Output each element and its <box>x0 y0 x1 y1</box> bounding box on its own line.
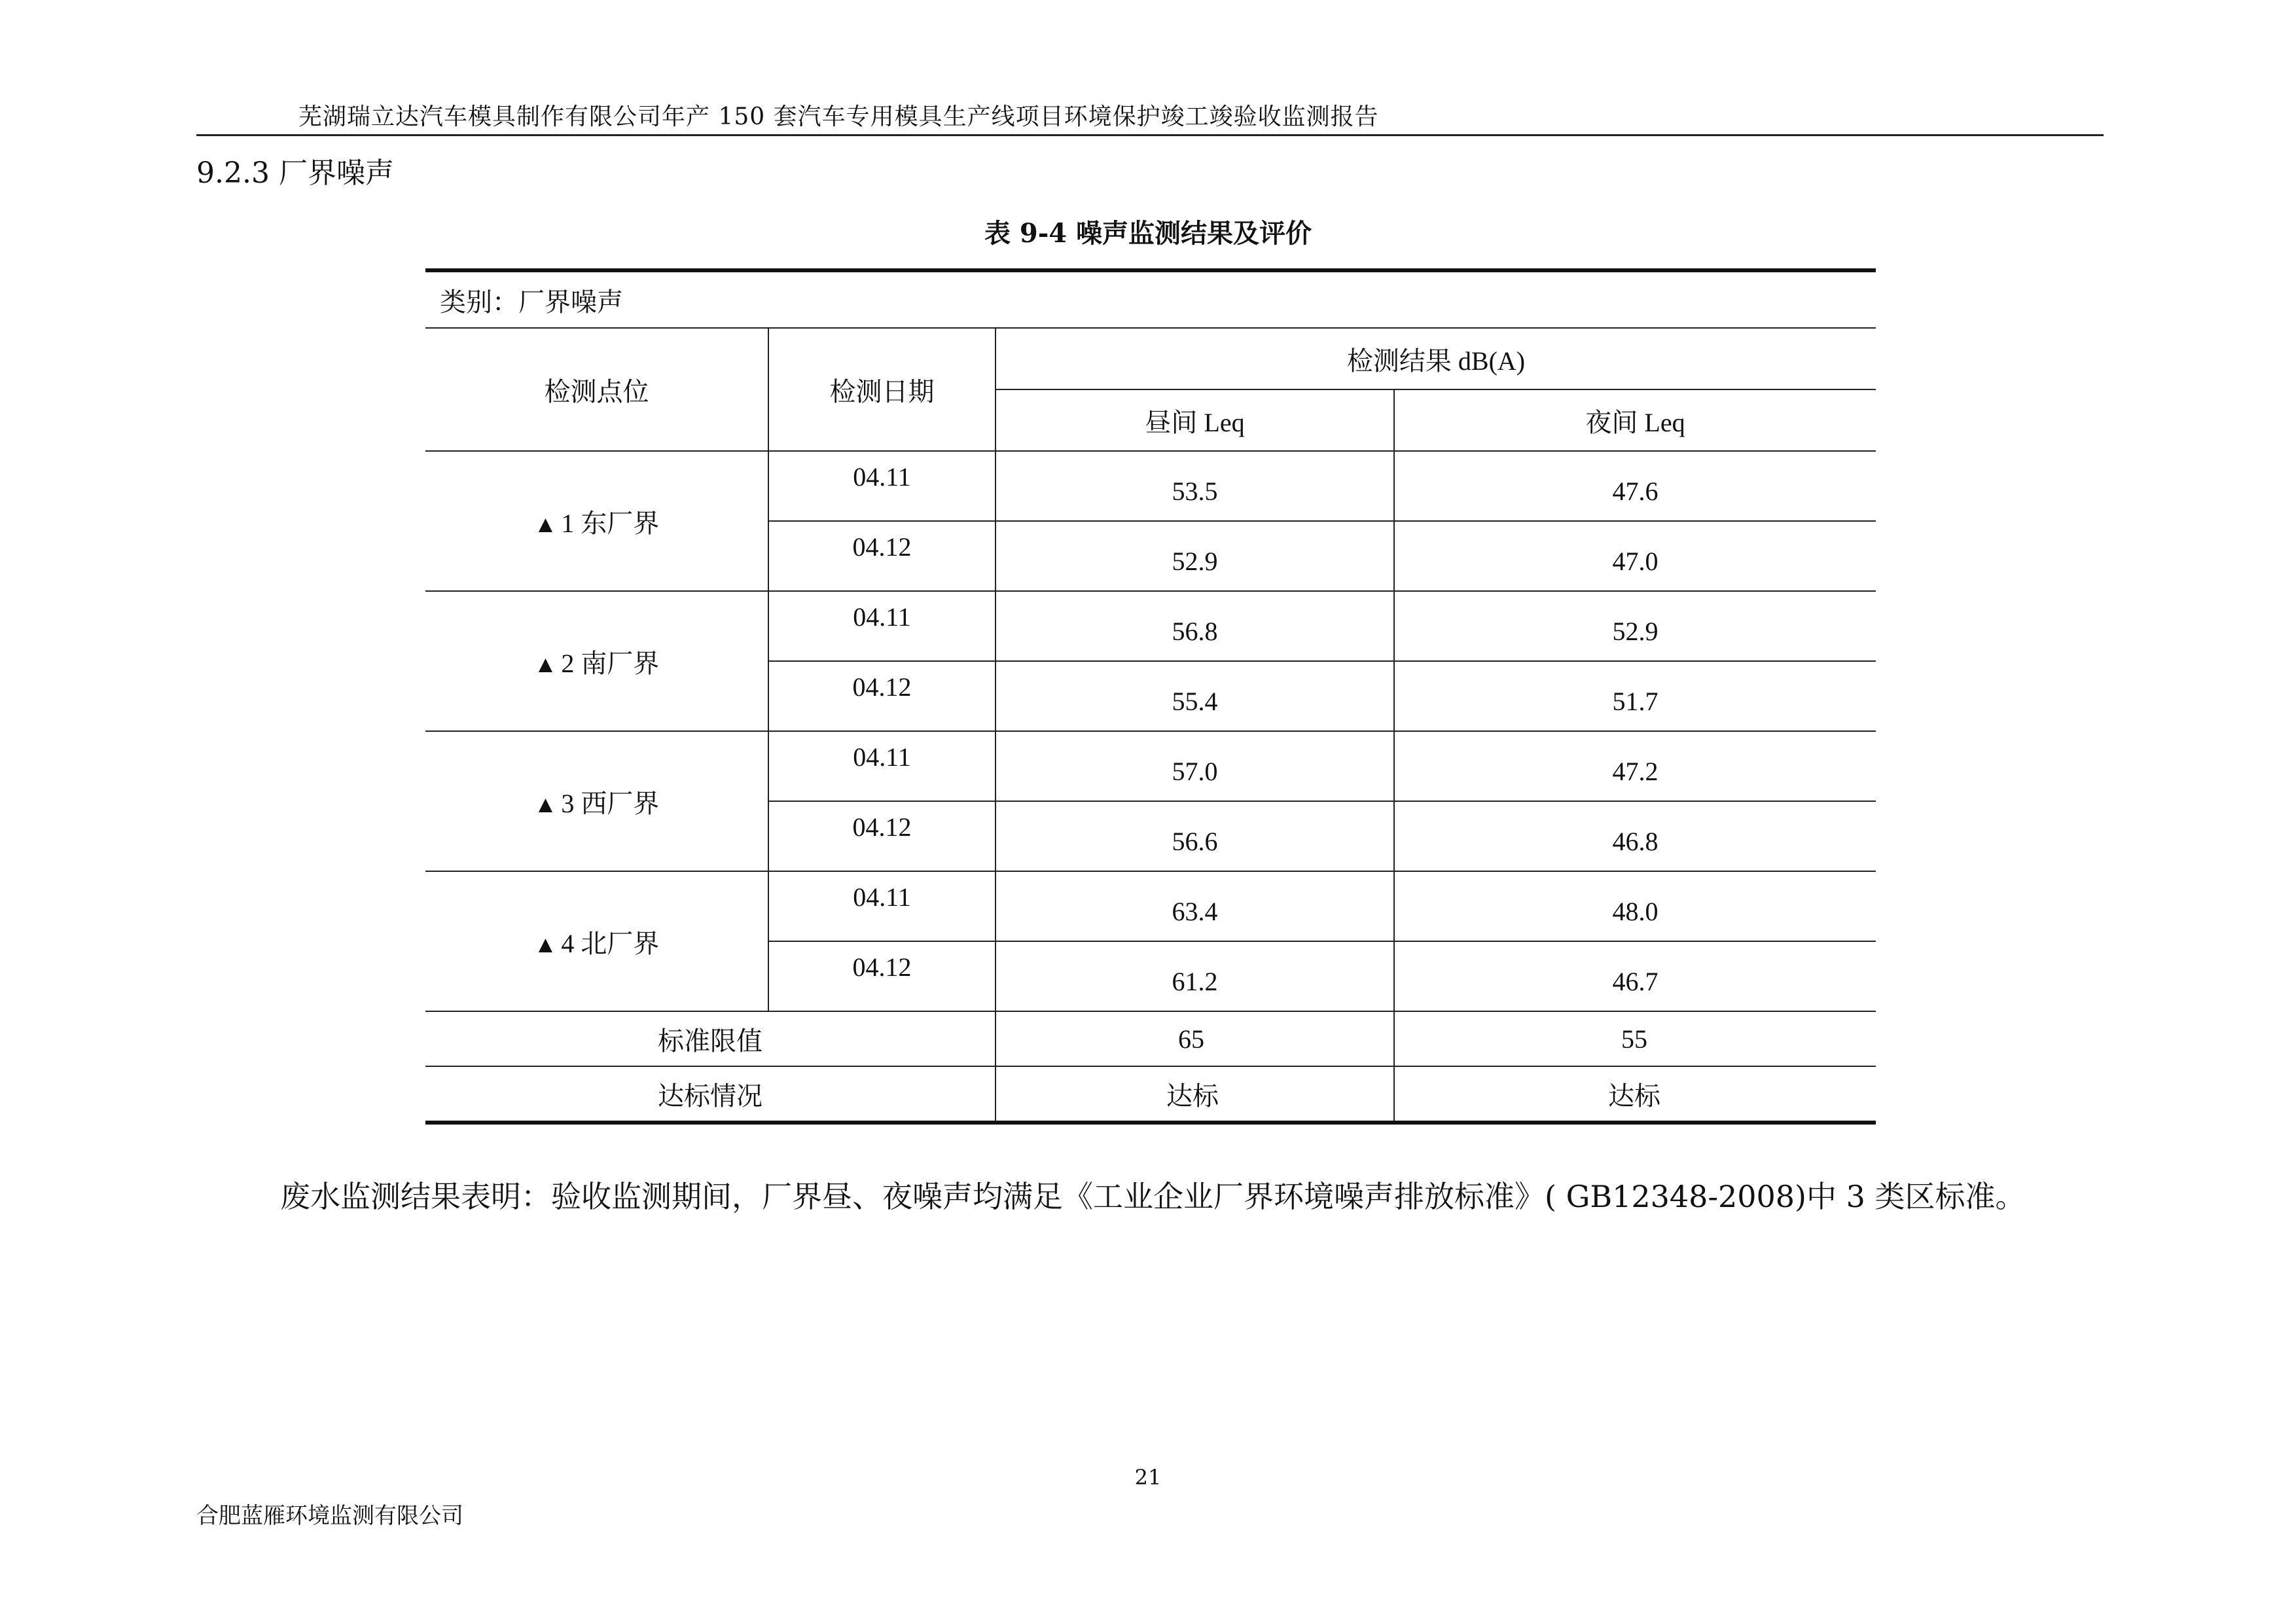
table-row <box>425 591 1876 661</box>
standard-day: 65 <box>996 1011 1394 1066</box>
section-heading: 9.2.3 厂界噪声 <box>196 156 394 190</box>
table-row <box>425 871 1876 941</box>
triangle-marker-icon: ▲ <box>533 931 558 958</box>
night-value: 47.0 <box>1612 547 1659 576</box>
header-day-leq: 昼间 Leq <box>996 389 1394 451</box>
point-label: ▲ 1 东厂界 <box>425 451 768 591</box>
night-value: 51.7 <box>1612 687 1659 716</box>
standard-night: 55 <box>1394 1011 1876 1066</box>
table-category: 类别：厂界噪声 <box>425 270 1876 328</box>
compliance-night: 达标 <box>1394 1066 1876 1123</box>
header-divider <box>196 134 2104 136</box>
night-value: 46.8 <box>1612 827 1659 856</box>
night-value: 47.2 <box>1612 757 1659 786</box>
standard-label: 标准限值 <box>425 1011 996 1066</box>
noise-results-table <box>425 268 1876 1125</box>
night-value: 52.9 <box>1612 617 1659 646</box>
day-value: 53.5 <box>1172 477 1218 506</box>
date-cell: 04.11 <box>853 602 911 632</box>
triangle-marker-icon: ▲ <box>533 651 558 677</box>
header-result: 检测结果 dB(A) <box>996 328 1876 389</box>
compliance-label: 达标情况 <box>425 1066 996 1123</box>
date-cell: 04.11 <box>853 462 911 492</box>
page-number: 21 <box>1134 1465 1162 1490</box>
night-value: 46.7 <box>1612 967 1659 996</box>
table-row <box>425 731 1876 801</box>
date-cell: 04.12 <box>852 952 912 982</box>
date-cell: 04.12 <box>852 672 912 702</box>
table-caption: 表 9-4 噪声监测结果及评价 <box>984 218 1312 249</box>
point-label: ▲ 2 南厂界 <box>425 591 768 731</box>
day-value: 56.8 <box>1172 617 1218 646</box>
day-value: 63.4 <box>1172 897 1218 926</box>
triangle-marker-icon: ▲ <box>533 791 558 818</box>
date-cell: 04.11 <box>853 882 911 912</box>
compliance-row <box>425 1066 1876 1123</box>
day-value: 61.2 <box>1172 967 1218 996</box>
night-value: 48.0 <box>1612 897 1659 926</box>
compliance-day: 达标 <box>996 1066 1394 1123</box>
header-point: 检测点位 <box>425 328 768 451</box>
day-value: 56.6 <box>1172 827 1218 856</box>
day-value: 57.0 <box>1172 757 1218 786</box>
date-cell: 04.12 <box>852 532 912 562</box>
point-label: ▲ 4 北厂界 <box>425 871 768 1011</box>
night-value: 47.6 <box>1612 477 1659 506</box>
date-cell: 04.11 <box>853 742 911 772</box>
standard-row <box>425 1011 1876 1066</box>
footer-company: 合肥蓝雁环境监测有限公司 <box>196 1503 463 1529</box>
point-label: ▲ 3 西厂界 <box>425 731 768 871</box>
table-row <box>425 451 1876 521</box>
triangle-marker-icon: ▲ <box>533 511 558 537</box>
day-value: 55.4 <box>1172 687 1218 716</box>
date-cell: 04.12 <box>852 812 912 842</box>
header-night-leq: 夜间 Leq <box>1394 389 1876 451</box>
report-header-title: 芜湖瑞立达汽车模具制作有限公司年产 150 套汽车专用模具生产线项目环境保护竣工竣验收监测报告 <box>298 103 1379 130</box>
day-value: 52.9 <box>1172 547 1218 576</box>
conclusion-paragraph: 废水监测结果表明：验收监测期间，厂界昼、夜噪声均满足《工业企业厂界环境噪声排放标准》( GB12348-2008)中 3 类区标准。 <box>280 1179 2026 1214</box>
header-date: 检测日期 <box>768 328 996 451</box>
